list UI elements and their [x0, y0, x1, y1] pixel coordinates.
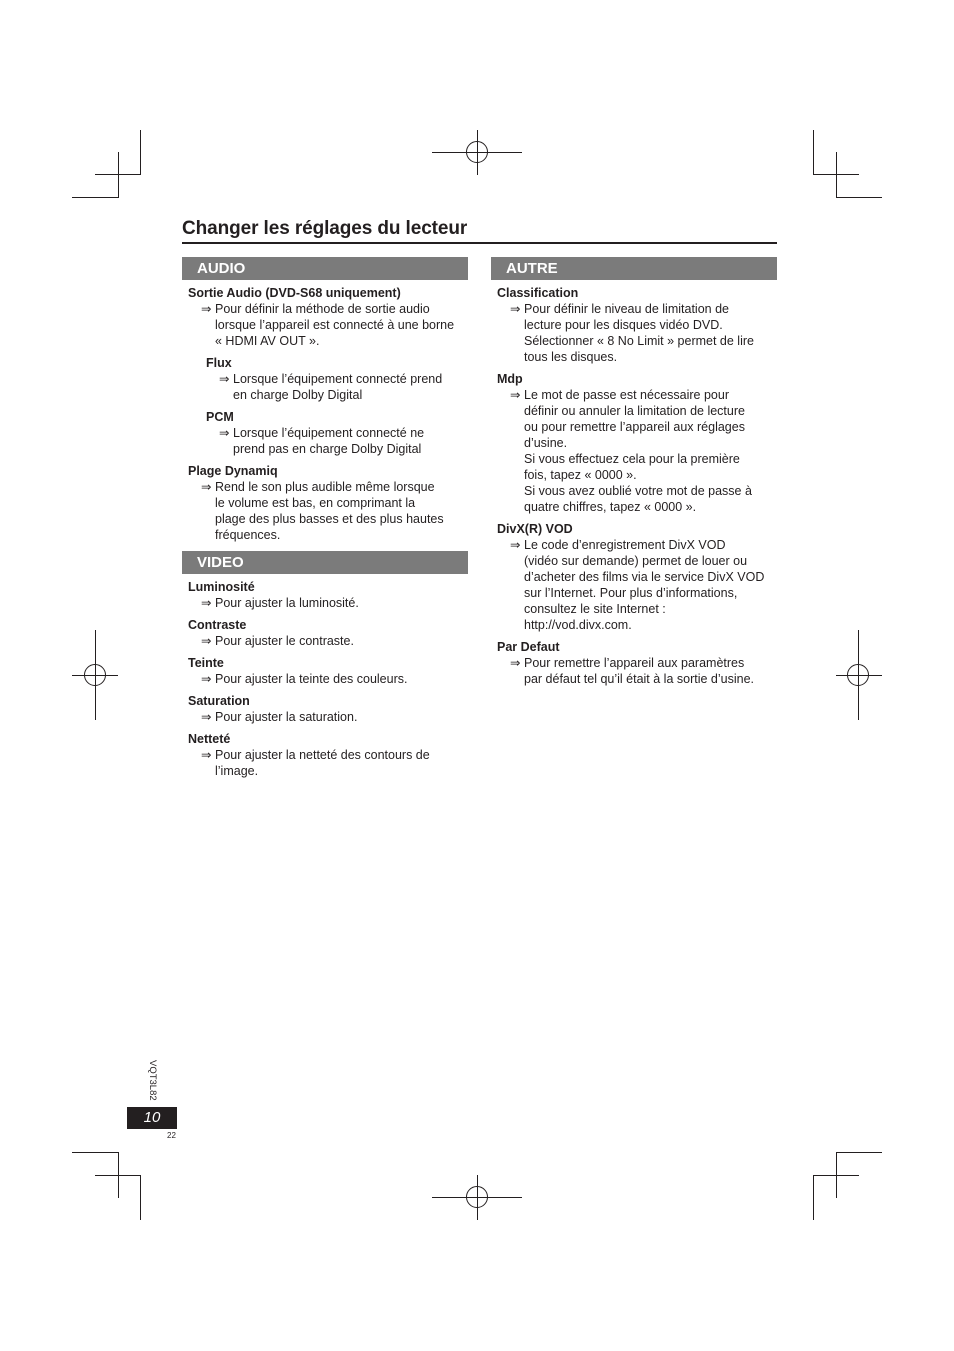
setting-title-classification: Classification	[497, 286, 579, 300]
subsetting-desc-pcm: ⇒ Lorsque l’équipement connecté ne prend pas en charge Dolby Digital	[219, 426, 425, 456]
video-section	[188, 575, 473, 779]
arrow-icon: ⇒	[201, 748, 212, 762]
setting-title-nettete: Netteté	[188, 732, 231, 746]
setting-title-luminosite: Luminosité	[188, 580, 255, 594]
setting-title-teinte: Teinte	[188, 656, 224, 670]
section-heading-video: VIDEO	[182, 551, 468, 574]
arrow-icon: ⇒	[201, 672, 212, 686]
setting-title-saturation: Saturation	[188, 694, 250, 708]
arrow-icon: ⇒	[510, 302, 521, 316]
setting-desc-classification: ⇒ Pour définir le niveau de limitation de lecture pour les disques vidéo DVD. Sélectionner « 8 No Limit » permet de lire tous les disques.	[510, 302, 754, 364]
setting-desc-contraste: ⇒ Pour ajuster le contraste.	[201, 634, 354, 648]
sheet-number: 22	[167, 1131, 176, 1140]
subsetting-pcm	[188, 409, 473, 457]
setting-title-sortie-audio: Sortie Audio (DVD-S68 uniquement)	[188, 286, 401, 300]
setting-desc-sortie-audio: ⇒ Pour définir la méthode de sortie audio lorsque l’appareil est connecté à une borne « HDMI AV OUT ».	[201, 302, 455, 348]
arrow-icon: ⇒	[219, 426, 230, 440]
arrow-icon: ⇒	[510, 538, 521, 552]
arrow-icon: ⇒	[201, 302, 212, 316]
model-code: VQT3L82	[147, 1060, 158, 1101]
section-heading-audio: AUDIO	[182, 257, 468, 280]
setting-desc-saturation: ⇒ Pour ajuster la saturation.	[201, 710, 358, 724]
page-number: 10	[127, 1107, 177, 1129]
arrow-icon: ⇒	[510, 388, 521, 402]
subsetting-title-flux: Flux	[206, 356, 232, 370]
setting-title-mdp: Mdp	[497, 372, 523, 386]
arrow-icon: ⇒	[201, 710, 212, 724]
arrow-icon: ⇒	[201, 634, 212, 648]
audio-section	[188, 281, 473, 543]
setting-desc-plage-dynamiq: ⇒ Rend le son plus audible même lorsque le volume est bas, en comprimant la plage des plus basses et des plus hautes fréquences.	[201, 480, 444, 542]
subsetting-flux	[188, 355, 473, 403]
arrow-icon: ⇒	[201, 480, 212, 494]
autre-section	[497, 281, 782, 687]
setting-desc-luminosite: ⇒ Pour ajuster la luminosité.	[201, 596, 359, 610]
setting-title-divx-vod: DivX(R) VOD	[497, 522, 573, 536]
setting-desc-divx-vod: ⇒ Le code d’enregistrement DivX VOD (vidéo sur demande) permet de louer ou d’acheter des films via le service DivX VOD sur l’Internet. Pour plus d’informations, consultez le site Internet : http://vod.divx.com.	[510, 538, 765, 632]
setting-desc-nettete: ⇒ Pour ajuster la netteté des contours de l’image.	[201, 748, 430, 778]
setting-desc-par-defaut: ⇒ Pour remettre l’appareil aux paramètres par défaut tel qu’il était à la sortie d’usine.	[510, 656, 754, 686]
title-rule	[182, 242, 777, 244]
setting-title-contraste: Contraste	[188, 618, 247, 632]
arrow-icon: ⇒	[201, 596, 212, 610]
arrow-icon: ⇒	[510, 656, 521, 670]
subsetting-desc-flux: ⇒ Lorsque l’équipement connecté prend en charge Dolby Digital	[219, 372, 443, 402]
section-heading-autre: AUTRE	[491, 257, 777, 280]
page-title: Changer les réglages du lecteur	[182, 218, 468, 239]
setting-desc-mdp: ⇒ Le mot de passe est nécessaire pour définir ou annuler la limitation de lecture ou pour remettre l’appareil aux réglages d’usine. Si vous effectuez cela pour la première fois, tapez « 0000 ». Si vous avez oublié votre mot de passe à quatre chiffres, tapez « 0000 ».	[510, 388, 752, 514]
arrow-icon: ⇒	[219, 372, 230, 386]
setting-title-plage-dynamiq: Plage Dynamiq	[188, 464, 278, 478]
setting-title-par-defaut: Par Defaut	[497, 640, 560, 654]
subsetting-title-pcm: PCM	[206, 410, 234, 424]
setting-desc-teinte: ⇒ Pour ajuster la teinte des couleurs.	[201, 672, 408, 686]
